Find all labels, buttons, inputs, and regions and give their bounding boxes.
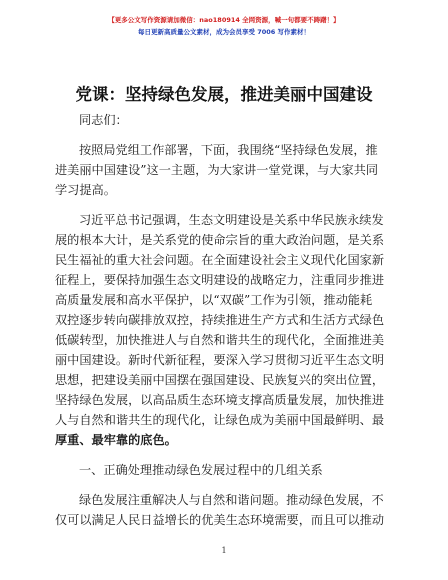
paragraph-2-line: 征程上，要保持加强生态文明建设的战略定力，注重同步推进 [55, 273, 385, 287]
paragraph-3-line: 绿色发展注重解决人与自然和谐问题。推动绿色发展，不 [79, 493, 384, 507]
paragraph-2-line: 习近平总书记强调，生态文明建设是关系中华民族永续发 [79, 213, 384, 227]
paragraph-gap [55, 130, 399, 140]
paragraph-2-line: 展的根本大计，是关系党的使命宗旨的重大政治问题，是关系 [55, 233, 385, 247]
promo-banner-line-1: 【更多公文写作资源请加微信：nao180914 全网资源，喊一句都要不踌躇！】 [108, 16, 340, 24]
paragraph-1-line: 按照局党组工作部署，下面，我围绕“坚持绿色发展，推 [79, 143, 378, 157]
salutation: 同志们： [79, 113, 128, 127]
paragraph-gap [55, 450, 399, 460]
paragraph-gap [55, 200, 399, 210]
paragraph-2-line: 双控逐步转向碳排放双控，持续推进生产方式和生活方式绿色 [55, 313, 385, 327]
paragraph-2-bold-ending: 厚重、最牢靠的底色。 [55, 433, 177, 447]
paragraph-gap [55, 480, 399, 490]
paragraph-2-line: 人与自然和谐共生的现代化，让绿色成为美丽中国最鲜明、最 [55, 413, 385, 427]
paragraph-1-line: 进美丽中国建设”这一主题，为大家讲一堂党课，与大家共同 [55, 163, 379, 177]
paragraph-2-line: 思想，把建设美丽中国摆在强国建设、民族复兴的突出位置， [55, 373, 385, 387]
document-body [55, 110, 399, 530]
paragraph-2-line: 低碳转型，加快推进人与自然和谐共生的现代化，全面推进美 [55, 333, 385, 347]
paragraph-2-line: 民生福祉的重大社会问题。在全面建设社会主义现代化国家新 [55, 253, 385, 267]
paragraph-3-line: 仅可以满足人民日益增长的优美生态环境需要，而且可以推动 [55, 513, 385, 527]
paragraph-1-line: 学习提高。 [55, 183, 116, 197]
paragraph-2-line: 高质量发展和高水平保护，以“双碳”工作为引领，推动能耗 [55, 293, 373, 307]
document-title: 党课：坚持绿色发展，推进美丽中国建设 [75, 85, 373, 104]
paragraph-2-line: 丽中国建设。新时代新征程，要深入学习贯彻习近平生态文明 [55, 353, 385, 367]
promo-banner-line-2: 每日更新高质量公文素材，成为会员享受 7006 写作素材！ [137, 28, 311, 36]
section-heading-1: 一、正确处理推动绿色发展过程中的几组关系 [79, 463, 323, 477]
page-number: 1 [221, 546, 227, 555]
paragraph-2-line: 坚持绿色发展，以高品质生态环境支撑高质量发展，加快推进 [55, 393, 385, 407]
